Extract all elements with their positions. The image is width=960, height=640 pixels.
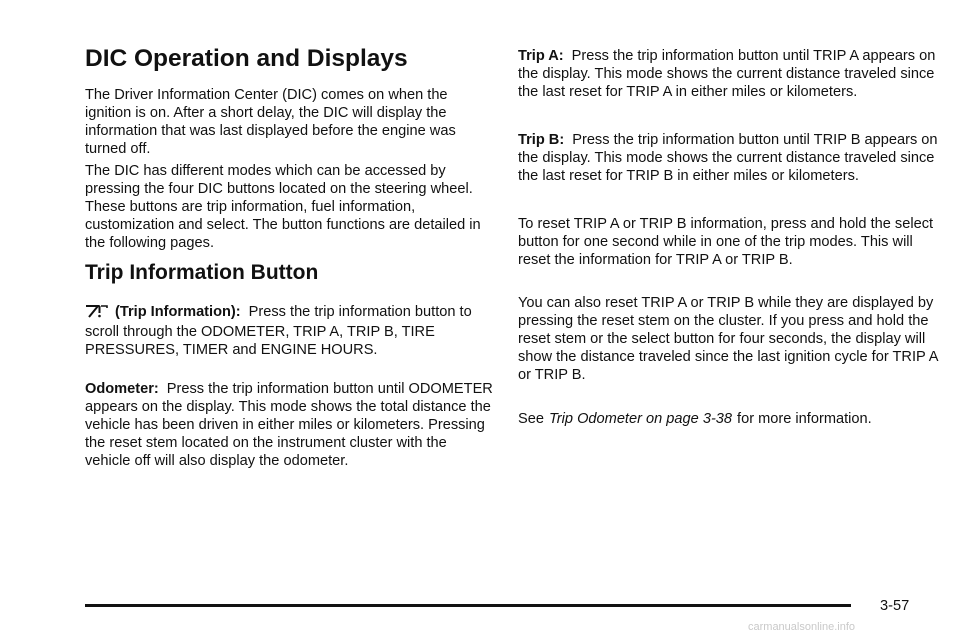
reset-paragraph-2: You can also reset TRIP A or TRIP B while they are displayed by pressing the reset stem on the cluster. If you press and hold the reset stem or the select button for four seconds, the display will show the distance traveled since the last ignition cycle for TRIP A or TRIP B.: [518, 295, 938, 383]
footer-rule: [85, 604, 851, 607]
trip-odometer-link[interactable]: Trip Odometer on page 3-38: [548, 411, 733, 427]
trip-information-heading: Trip Information Button: [85, 261, 319, 284]
trip-a-term: Trip A:: [518, 48, 564, 64]
reset-paragraph-1: To reset TRIP A or TRIP B information, press and hold the select button for one second while in one of the trip modes. This will reset the information for TRIP A or TRIP B.: [518, 216, 934, 268]
trip-b-term: Trip B:: [518, 132, 565, 148]
see-also-suffix: for more information.: [737, 411, 872, 427]
trip-information-paragraph: [85, 303, 493, 359]
section-title: DIC Operation and Displays: [85, 45, 408, 72]
trip-b-text: Press the trip information button until TRIP B appears on the display. This mode shows the current distance traveled since the last reset for TRIP B in either miles or kilometers.: [518, 132, 938, 184]
trip-information-icon: [85, 304, 109, 323]
odometer-term: Odometer:: [85, 381, 159, 397]
watermark: carmanualsonline.info: [748, 621, 856, 633]
odometer-paragraph: [85, 380, 493, 470]
trip-b-paragraph: [518, 131, 938, 185]
trip-a-paragraph: [518, 47, 938, 101]
trip-a-text: Press the trip information button until TRIP A appears on the display. This mode shows the current distance traveled since the last reset for TRIP A in either miles or kilometers.: [518, 48, 936, 100]
intro-paragraph-1: The Driver Information Center (DIC) comes on when the ignition is on. After a short delay, the DIC will display the information that was last displayed before the engine was turned off.: [85, 87, 456, 157]
trip-information-text: Press the trip information button to scroll through the ODOMETER, TRIP A, TRIP B, TIRE PRESSURES, TIMER and ENGINE HOURS.: [85, 304, 472, 358]
see-also-paragraph: [518, 410, 938, 428]
odometer-text: Press the trip information button until ODOMETER appears on the display. This mode shows the total distance the vehicle has been driven in either miles or kilometers. Pressing the reset stem located on the instrument cluster with the vehicle off will also display the odometer.: [85, 381, 493, 469]
see-also-prefix: See: [518, 411, 544, 427]
intro-paragraph-2: The DIC has different modes which can be accessed by pressing the four DIC buttons located on the steering wheel. These buttons are trip information, fuel information, customization and select. The button functions are detailed in the following pages.: [85, 163, 481, 251]
trip-information-term: (Trip Information):: [115, 304, 241, 320]
page-number: 3-57: [880, 598, 910, 614]
